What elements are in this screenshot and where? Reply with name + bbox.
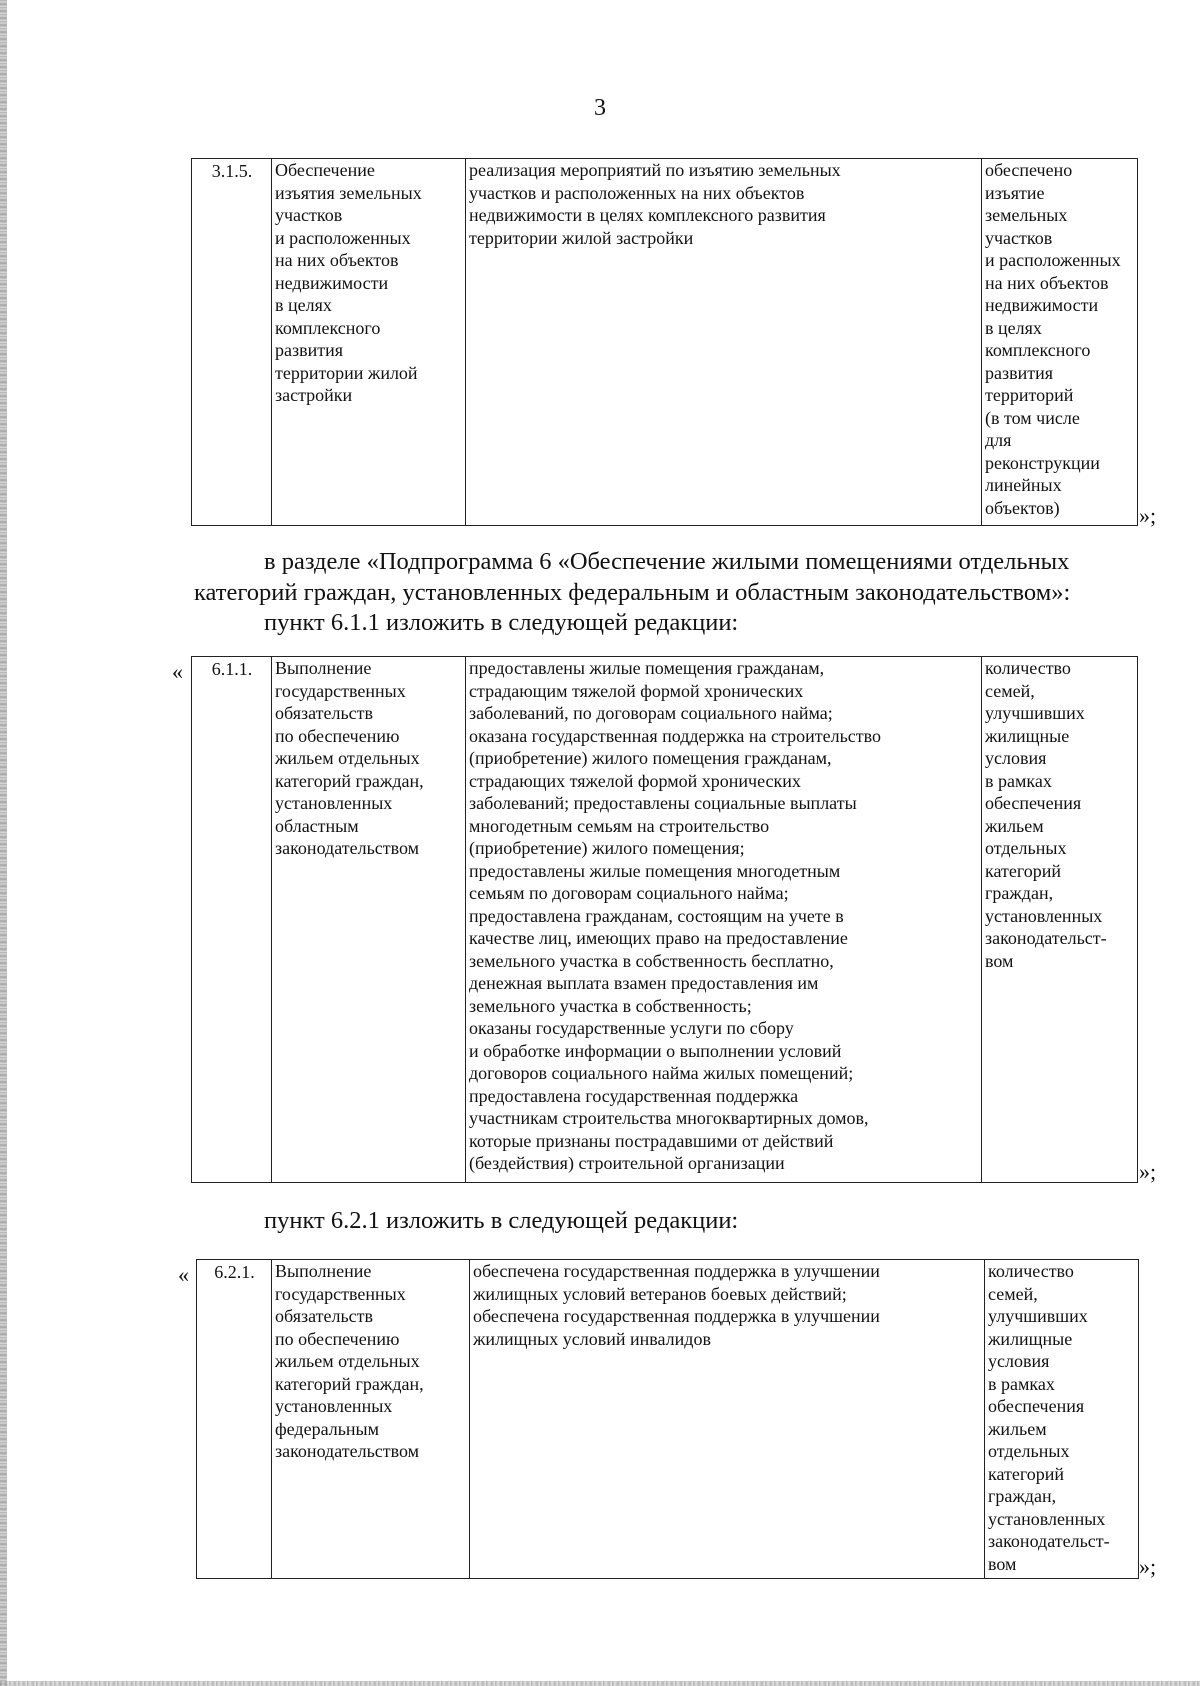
cell-text-line: установленных	[275, 793, 393, 813]
cell-text-line: государственных	[275, 680, 406, 701]
cell-text-line: заболеваний, по договорам социального найма;	[469, 703, 833, 723]
page-number: 3	[594, 95, 606, 121]
cell-text-line: земельного участка в собственность;	[469, 995, 752, 1016]
cell-text-line: законодательст-	[988, 1531, 1110, 1551]
cell-text-line: земельных	[985, 205, 1068, 225]
cell-text-line: на них объектов	[985, 272, 1109, 293]
cell-text-line: застройки	[275, 385, 353, 405]
cell-text-line: государственных	[275, 1283, 406, 1304]
table-row	[192, 159, 1138, 526]
item-result	[985, 1260, 1139, 1579]
cell-text-line: и обработке информации о выполнении условий	[469, 1040, 842, 1061]
cell-text-line: жильем	[988, 1418, 1047, 1439]
cell-text-line: количество	[985, 658, 1071, 678]
cell-text-line: установленных	[988, 1508, 1106, 1529]
cell-text-line: граждан,	[988, 1486, 1057, 1506]
cell-text-line: развития	[985, 362, 1054, 383]
item-description	[470, 1260, 985, 1579]
cell-text-line: реконструкции	[985, 452, 1100, 473]
cell-text-line: качестве лиц, имеющих право на предоставление	[469, 928, 848, 948]
cell-text-line: обеспечена государственная поддержка в улучшении	[473, 1261, 880, 1281]
cell-text-line: изъятия земельных	[275, 182, 422, 203]
cell-text-line: отдельных	[988, 1441, 1070, 1461]
item-title	[272, 159, 466, 526]
cell-text-line: Выполнение	[275, 658, 372, 678]
cell-text-line: в рамках	[988, 1373, 1055, 1394]
cell-text-line: (приобретение) жилого помещения гражданам,	[469, 748, 832, 768]
cell-text-line: установленных	[985, 905, 1103, 926]
cell-text-line: Обеспечение	[275, 160, 375, 180]
cell-text-line: оказана государственная поддержка на строительство	[469, 725, 882, 746]
cell-text-line: количество	[988, 1261, 1074, 1281]
cell-text-line: обеспечения	[988, 1396, 1085, 1416]
cell-text-line: на них объектов	[275, 250, 399, 270]
cell-text-line: предоставлены жилые помещения гражданам,	[469, 658, 825, 678]
cell-text-line: (бездействия) строительной организации	[469, 1153, 785, 1173]
cell-text-line: улучшивших	[988, 1306, 1088, 1326]
item-title	[272, 1260, 470, 1579]
cell-text-line: обязательств	[275, 1306, 374, 1326]
cell-text-line: категорий	[985, 860, 1062, 881]
cell-text-line: по обеспечению	[275, 725, 400, 746]
cell-text-line: законодательством	[275, 838, 420, 858]
cell-text-line: комплексного	[275, 317, 381, 338]
cell-text-line: оказаны государственные услуги по сбору	[469, 1018, 794, 1038]
table-item-6-1-1	[191, 656, 1138, 1183]
item-result	[982, 657, 1138, 1183]
cell-text-line: участков и расположенных на них объектов	[469, 182, 805, 203]
cell-text-line: категорий граждан,	[275, 770, 424, 791]
cell-text-line: линейных	[985, 475, 1062, 495]
cell-text-line: недвижимости	[985, 295, 1099, 315]
cell-text-line: жильем	[985, 815, 1044, 836]
item-description	[466, 159, 982, 526]
closing-quote: »;	[1139, 1159, 1157, 1184]
cell-text-line: (в том числе	[985, 407, 1080, 428]
cell-text-line: в рамках	[985, 770, 1052, 791]
cell-text-line: вом	[985, 950, 1014, 971]
cell-text-line: категорий	[988, 1463, 1065, 1484]
cell-text-line: жильем отдельных	[275, 1351, 420, 1371]
closing-quote: »;	[1139, 503, 1157, 528]
cell-text-line: недвижимости	[275, 272, 389, 293]
cell-text-line: для	[985, 430, 1012, 450]
cell-text-line: изъятие	[985, 182, 1045, 203]
cell-text-line: граждан,	[985, 883, 1054, 903]
cell-text-line: жилищных условий ветеранов боевых действий;	[473, 1283, 847, 1304]
cell-text-line: по обеспечению	[275, 1328, 400, 1349]
cell-text-line: в целях	[985, 317, 1042, 338]
cell-text-line: комплексного	[985, 340, 1091, 360]
cell-text-line: обязательств	[275, 703, 374, 723]
cell-text-line: участков	[275, 205, 343, 225]
item-title	[272, 657, 466, 1183]
cell-text-line: жилищных условий инвалидов	[473, 1328, 711, 1349]
item-description	[466, 657, 982, 1183]
table-row	[197, 1260, 1139, 1579]
table-row	[192, 657, 1138, 1183]
cell-text-line: земельного участка в собственность бесплатно,	[469, 950, 834, 971]
cell-text-line: участков	[985, 227, 1053, 248]
cell-text-line: заболеваний; предоставлены социальные выплаты	[469, 793, 857, 813]
cell-text-line: территорий	[985, 385, 1074, 405]
closing-quote: »;	[1139, 1554, 1157, 1579]
cell-text-line: категорий граждан,	[275, 1373, 424, 1394]
cell-text-line: реализация мероприятий по изъятию земельных	[469, 160, 841, 180]
cell-text-line: предоставлены жилые помещения многодетным	[469, 860, 841, 881]
cell-text-line: договоров социального найма жилых помещений;	[469, 1063, 854, 1083]
item-number: 6.2.1.	[197, 1260, 272, 1579]
cell-text-line: денежная выплата взамен предоставления им	[469, 973, 819, 993]
cell-text-line: которые признаны пострадавшими от действий	[469, 1130, 834, 1151]
cell-text-line: областным	[275, 815, 359, 836]
cell-text-line: семей,	[985, 680, 1035, 701]
cell-text-line: объектов)	[985, 497, 1060, 518]
cell-text-line: развития	[275, 340, 344, 360]
cell-text-line: недвижимости в целях комплексного развития	[469, 205, 826, 225]
cell-text-line: и расположенных	[985, 250, 1121, 270]
cell-text-line: участникам строительства многоквартирных домов,	[469, 1108, 869, 1128]
table-item-3-1-5	[191, 158, 1138, 526]
opening-quote: «	[172, 659, 183, 684]
item-6-2-1-paragraph: пункт 6.2.1 изложить в следующей редакции:	[264, 1207, 739, 1234]
cell-text-line: законодательст-	[985, 928, 1107, 948]
cell-text-line: федеральным	[275, 1418, 380, 1439]
cell-text-line: и расположенных	[275, 227, 411, 248]
cell-text-line: семей,	[988, 1283, 1038, 1304]
cell-text-line: предоставлена государственная поддержка	[469, 1085, 799, 1106]
cell-text-line: улучшивших	[985, 703, 1085, 723]
cell-text-line: страдающим тяжелой формой хронических	[469, 680, 804, 701]
cell-text-line: жилищные	[985, 725, 1070, 746]
table-item-6-2-1	[196, 1259, 1139, 1579]
item-number: 3.1.5.	[192, 159, 272, 526]
cell-text-line: обеспечено	[985, 160, 1073, 180]
cell-text-line: жильем отдельных	[275, 748, 420, 768]
cell-text-line: отдельных	[985, 838, 1067, 858]
item-number: 6.1.1.	[192, 657, 272, 1183]
scan-edge-bottom	[0, 1681, 1200, 1686]
cell-text-line: семьям по договорам социального найма;	[469, 883, 789, 903]
cell-text-line: многодетным семьям на строительство	[469, 815, 770, 836]
cell-text-line: установленных	[275, 1396, 393, 1416]
cell-text-line: Выполнение	[275, 1261, 372, 1281]
cell-text-line: условия	[988, 1351, 1050, 1371]
cell-text-line: обеспечения	[985, 793, 1082, 813]
section-paragraph-line-3: пункт 6.1.1 изложить в следующей редакции:	[264, 609, 739, 636]
cell-text-line: в целях	[275, 295, 332, 315]
cell-text-line: страдающих тяжелой формой хронических	[469, 770, 801, 791]
cell-text-line: условия	[985, 748, 1047, 768]
cell-text-line: предоставлена гражданам, состоящим на учете в	[469, 905, 844, 926]
cell-text-line: законодательством	[275, 1441, 420, 1461]
cell-text-line: (приобретение) жилого помещения;	[469, 838, 745, 858]
cell-text-line: обеспечена государственная поддержка в улучшении	[473, 1306, 880, 1326]
section-paragraph-line-1: в разделе «Подпрограмма 6 «Обеспечение жилыми помещениями отдельных	[264, 548, 1070, 575]
cell-text-line: вом	[988, 1553, 1017, 1574]
scan-edge-left	[0, 0, 7, 1686]
cell-text-line: территории жилой	[275, 362, 418, 383]
item-result	[982, 159, 1138, 526]
section-paragraph-line-2: категорий граждан, установленных федеральным и областным законодательством»:	[194, 579, 1071, 606]
opening-quote: «	[178, 1262, 189, 1287]
cell-text-line: территории жилой застройки	[469, 227, 694, 248]
cell-text-line: жилищные	[988, 1328, 1073, 1349]
